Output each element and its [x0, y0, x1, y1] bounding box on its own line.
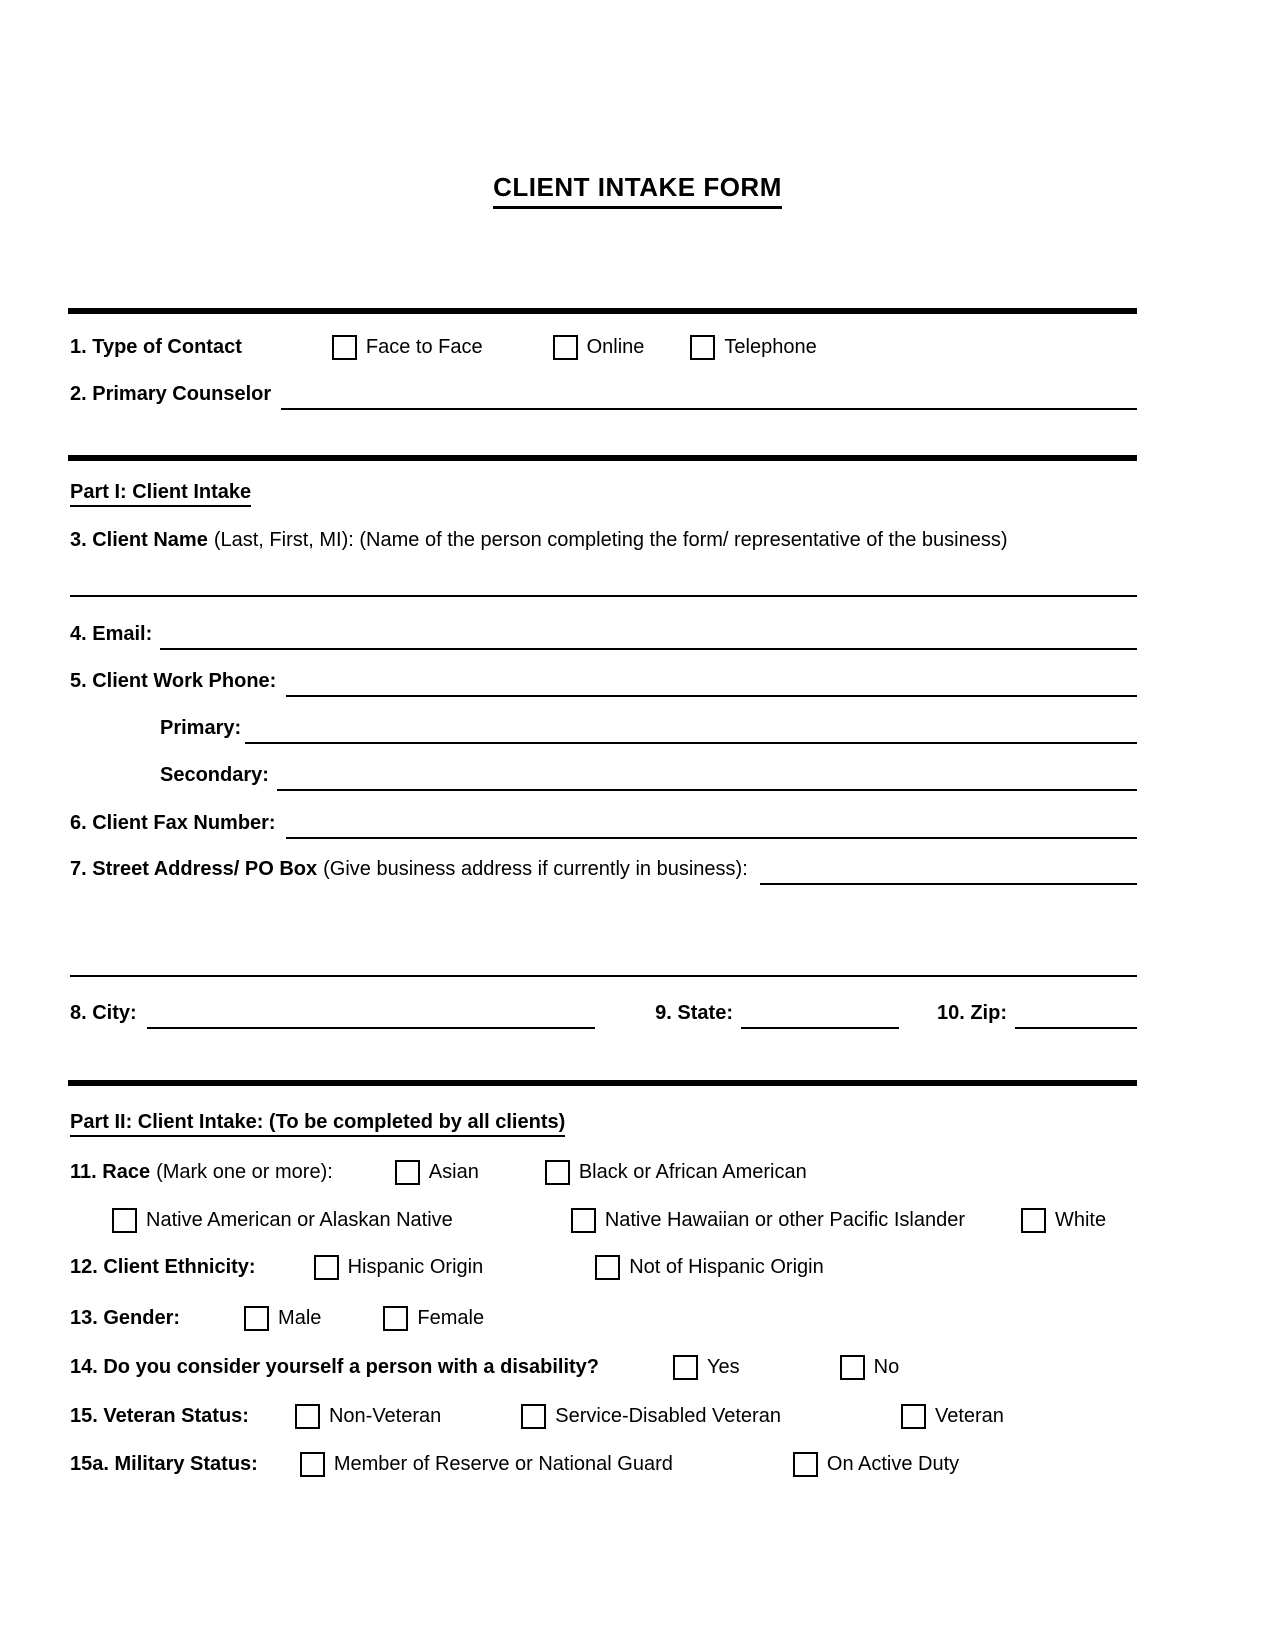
section-divider	[68, 455, 1137, 461]
primary-counselor-row	[70, 378, 1137, 410]
online-checkbox[interactable]	[553, 335, 578, 360]
client-name-row	[70, 524, 1137, 556]
active-duty-checkbox[interactable]	[793, 1452, 818, 1477]
reserve-national-guard-checkbox[interactable]	[300, 1452, 325, 1477]
work-phone-label: 5. Client Work Phone:	[70, 669, 277, 692]
non-veteran-checkbox[interactable]	[295, 1404, 320, 1429]
gender-row	[70, 1302, 1137, 1334]
native-american-checkbox[interactable]	[112, 1208, 137, 1233]
veteran-option	[901, 1404, 1004, 1429]
military-status-row	[70, 1448, 1137, 1480]
service-disabled-veteran-checkbox[interactable]	[521, 1404, 546, 1429]
part2-heading-row	[70, 1108, 1137, 1140]
face-to-face-option	[332, 335, 483, 360]
primary-phone-input-line[interactable]	[245, 712, 1137, 744]
work-phone-input-line[interactable]	[286, 665, 1137, 697]
primary-phone-label: Primary:	[160, 716, 242, 739]
city-input-line[interactable]	[147, 997, 595, 1029]
disability-question-label: 14. Do you consider yourself a person with a disability?	[70, 1355, 600, 1378]
non-veteran-label: Non-Veteran	[328, 1404, 442, 1427]
veteran-status-row	[70, 1400, 1137, 1432]
city-state-zip-row	[70, 997, 1137, 1029]
email-input-line[interactable]	[160, 618, 1137, 650]
work-phone-row	[70, 665, 1137, 697]
email-label: 4. Email:	[70, 622, 153, 645]
male-checkbox[interactable]	[244, 1306, 269, 1331]
native-american-label: Native American or Alaskan Native	[146, 1208, 453, 1231]
street-address-line-row	[70, 943, 1137, 977]
disability-yes-option	[673, 1355, 740, 1380]
online-option	[553, 335, 645, 360]
non-veteran-option	[295, 1404, 441, 1429]
not-hispanic-origin-option	[595, 1255, 824, 1280]
state-label: 9. State:	[655, 1001, 733, 1024]
street-address-input-line-2[interactable]	[70, 943, 1137, 977]
not-hispanic-origin-label: Not of Hispanic Origin	[629, 1255, 824, 1278]
telephone-label: Telephone	[724, 335, 817, 358]
military-status-label: 15a. Military Status:	[70, 1452, 258, 1475]
veteran-label: Veteran	[934, 1404, 1004, 1427]
disability-row	[70, 1351, 1137, 1383]
white-option	[1021, 1208, 1106, 1233]
street-address-label: 7. Street Address/ PO Box	[70, 857, 318, 880]
disability-no-label: No	[873, 1355, 900, 1378]
active-duty-label: On Active Duty	[826, 1452, 960, 1475]
city-label: 8. City:	[70, 1001, 137, 1024]
disability-no-option	[840, 1355, 900, 1380]
part1-heading-row	[70, 478, 1137, 510]
part2-heading: Part II: Client Intake: (To be completed by all clients)	[70, 1111, 565, 1137]
disability-yes-checkbox[interactable]	[673, 1355, 698, 1380]
male-option	[244, 1306, 321, 1331]
fax-row	[70, 807, 1137, 839]
street-address-row	[70, 853, 1137, 885]
section-divider	[68, 1080, 1137, 1086]
primary-counselor-label: 2. Primary Counselor	[70, 382, 272, 405]
page-title: CLIENT INTAKE FORM	[493, 172, 782, 209]
telephone-checkbox[interactable]	[690, 335, 715, 360]
primary-counselor-input-line[interactable]	[281, 378, 1137, 410]
telephone-option	[690, 335, 816, 360]
veteran-checkbox[interactable]	[901, 1404, 926, 1429]
title-container	[0, 172, 1275, 209]
secondary-phone-row	[160, 759, 1137, 791]
female-checkbox[interactable]	[383, 1306, 408, 1331]
female-label: Female	[417, 1306, 485, 1329]
hispanic-origin-checkbox[interactable]	[314, 1255, 339, 1280]
male-label: Male	[278, 1306, 322, 1329]
veteran-status-label: 15. Veteran Status:	[70, 1404, 249, 1427]
black-african-american-label: Black or African American	[578, 1160, 807, 1183]
native-american-option	[112, 1208, 453, 1233]
street-address-note: (Give business address if currently in business):	[323, 857, 748, 880]
client-name-input-line[interactable]	[70, 563, 1137, 597]
type-of-contact-row	[70, 331, 1137, 363]
state-input-line[interactable]	[741, 997, 899, 1029]
reserve-national-guard-label: Member of Reserve or National Guard	[333, 1452, 673, 1475]
client-name-label: 3. Client Name	[70, 528, 208, 551]
disability-yes-label: Yes	[707, 1355, 740, 1378]
asian-option	[395, 1160, 479, 1185]
section-divider	[68, 308, 1137, 314]
street-address-input-line-1[interactable]	[760, 853, 1137, 885]
black-african-american-option	[545, 1160, 807, 1185]
secondary-phone-label: Secondary:	[160, 763, 269, 786]
zip-input-line[interactable]	[1015, 997, 1137, 1029]
not-hispanic-origin-checkbox[interactable]	[595, 1255, 620, 1280]
service-disabled-veteran-label: Service-Disabled Veteran	[555, 1404, 781, 1427]
client-name-line-row	[70, 563, 1137, 597]
service-disabled-veteran-option	[521, 1404, 781, 1429]
face-to-face-label: Face to Face	[365, 335, 483, 358]
face-to-face-checkbox[interactable]	[332, 335, 357, 360]
primary-phone-row	[160, 712, 1137, 744]
black-african-american-checkbox[interactable]	[545, 1160, 570, 1185]
online-label: Online	[586, 335, 645, 358]
reserve-national-guard-option	[300, 1452, 673, 1477]
ethnicity-label: 12. Client Ethnicity:	[70, 1255, 256, 1278]
client-name-note: (Last, First, MI): (Name of the person completing the form/ representative of the business)	[213, 528, 1008, 551]
fax-label: 6. Client Fax Number:	[70, 811, 276, 834]
asian-checkbox[interactable]	[395, 1160, 420, 1185]
secondary-phone-input-line[interactable]	[277, 759, 1137, 791]
race-label: 11. Race	[70, 1160, 151, 1183]
native-hawaiian-checkbox[interactable]	[571, 1208, 596, 1233]
white-checkbox[interactable]	[1021, 1208, 1046, 1233]
race-row-2	[112, 1204, 1137, 1236]
gender-label: 13. Gender:	[70, 1306, 181, 1329]
active-duty-option	[793, 1452, 959, 1477]
ethnicity-row	[70, 1251, 1137, 1283]
native-hawaiian-label: Native Hawaiian or other Pacific Islander	[604, 1208, 965, 1231]
part1-heading: Part I: Client Intake	[70, 481, 251, 507]
native-hawaiian-option	[571, 1208, 965, 1233]
white-label: White	[1054, 1208, 1107, 1231]
race-row-1	[70, 1156, 1137, 1188]
disability-no-checkbox[interactable]	[840, 1355, 865, 1380]
race-note: (Mark one or more):	[156, 1160, 333, 1183]
hispanic-origin-option	[314, 1255, 484, 1280]
type-of-contact-label: 1. Type of Contact	[70, 335, 242, 358]
asian-label: Asian	[428, 1160, 479, 1183]
zip-label: 10. Zip:	[936, 1001, 1007, 1024]
email-row	[70, 618, 1137, 650]
hispanic-origin-label: Hispanic Origin	[347, 1255, 484, 1278]
female-option	[383, 1306, 484, 1331]
fax-input-line[interactable]	[286, 807, 1137, 839]
